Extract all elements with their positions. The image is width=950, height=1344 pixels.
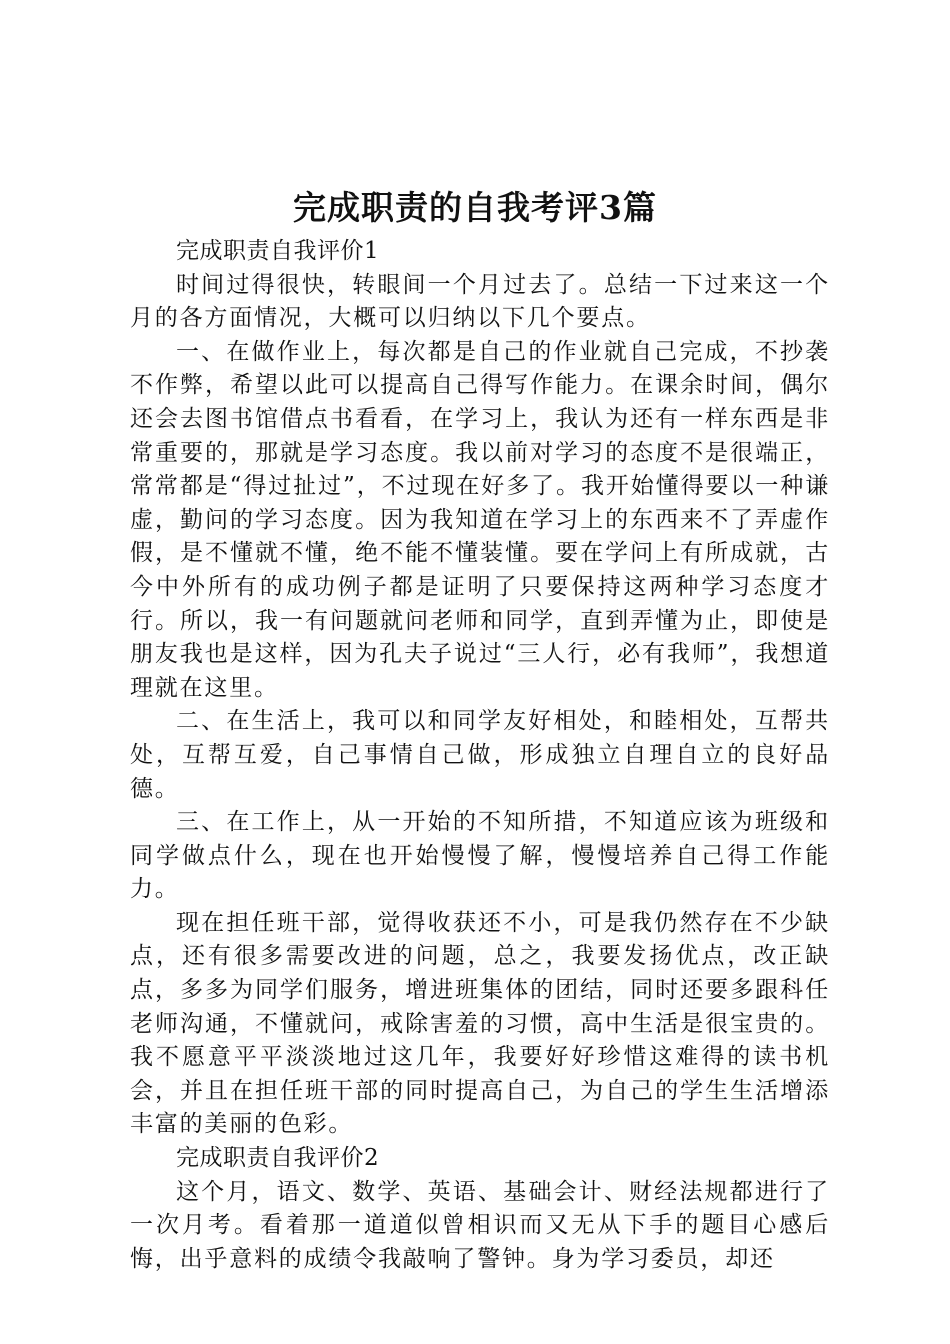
document-title: 完成职责的自我考评3篇 bbox=[293, 188, 657, 227]
document-body bbox=[130, 235, 830, 1276]
section-heading-1: 完成职责自我评价1 bbox=[176, 238, 380, 264]
paragraph-monthly-exam: 这个月，语文、数学、英语、基础会计、财经法规都进行了一次月考。看着那一道道似曾相识而又无从下手的题目心感后悔，出乎意料的成绩令我敲响了警钟。身为学习委员，却还 bbox=[130, 1178, 830, 1272]
section-heading-2: 完成职责自我评价2 bbox=[176, 1145, 380, 1172]
paragraph-class-cadre: 现在担任班干部，觉得收获还不小，可是我仍然存在不少缺点，还有很多需要改进的问题，总之，我要发扬优点，改正缺点，多多为同学们服务，增进班集体的团结，同时还要多跟科任老师沟通，不懂就问，戒除害羞的习惯，高中生活是很宝贵的。我不愿意平平淡淡地过这几年，我要好好珍惜这难得的读书机会，并且在担任班干部的同时提高自己，为自己的学生生活增添丰富的美丽的色彩。 bbox=[130, 909, 830, 1138]
paragraph-intro: 时间过得很快，转眼间一个月过去了。总结一下过来这一个月的各方面情况，大概可以归纳以下几个要点。 bbox=[130, 271, 830, 332]
paragraph-homework: 一、在做作业上，每次都是自己的作业就自己完成，不抄袭不作弊，希望以此可以提高自己得写作能力。在课余时间，偶尔还会去图书馆借点书看看，在学习上，我认为还有一样东西是非常重要的，那就是学习态度。我以前对学习的态度不是很端正，常常都是“得过扯过”，不过现在好多了。我开始懂得要以一种谦虚，勤问的学习态度。因为我知道在学习上的东西来不了弄虚作假，是不懂就不懂，绝不能不懂装懂。要在学问上有所成就，古今中外所有的成功例子都是证明了只要保持这两种学习态度才行。所以，我一有问题就问老师和同学，直到弄懂为止，即使是朋友我也是这样，因为孔夫子说过“三人行，必有我师”，我想道理就在这里。 bbox=[130, 338, 830, 701]
paragraph-work: 三、在工作上，从一开始的不知所措，不知道应该为班级和同学做点什么，现在也开始慢慢了解，慢慢培养自己得工作能力。 bbox=[130, 809, 830, 903]
paragraph-life: 二、在生活上，我可以和同学友好相处，和睦相处，互帮共处，互帮互爱，自己事情自己做，形成独立自理自立的良好品德。 bbox=[130, 708, 830, 802]
